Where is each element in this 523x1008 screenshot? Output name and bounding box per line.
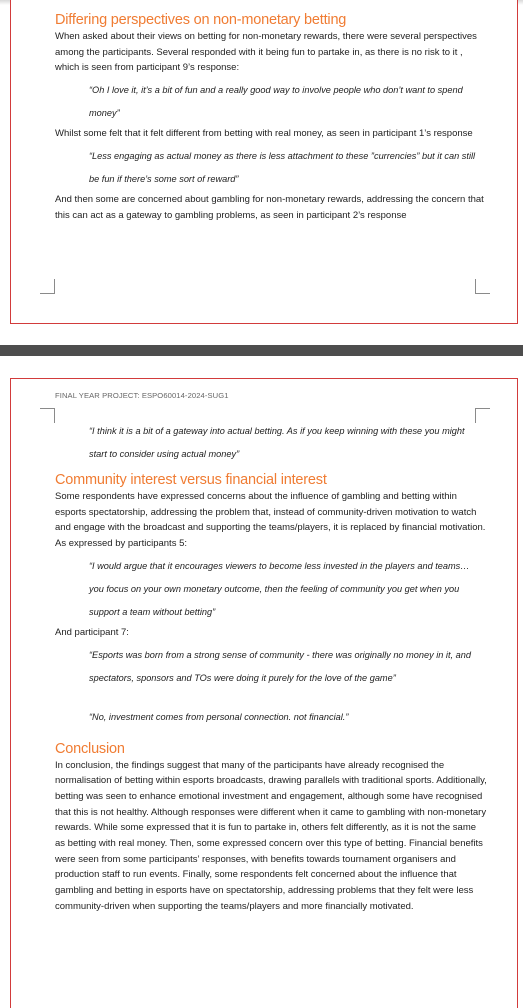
quote: “Esports was born from a strong sense of community - there was originally no money in it, and spectators, sponsors and TOs were doing it purely for the love of the game” — [89, 649, 471, 683]
quote: “I think it is a bit of a gateway into actual betting. As if you keep winning with these you might start to consider using actual money” — [89, 426, 465, 459]
paragraph: Whilst some felt that it felt different from betting with real money, as seen in participant 1’s response — [55, 128, 473, 140]
quote: “I would argue that it encourages viewers to become less invested in the players and teams…you focus on your own monetary outcome, then the feeling of community you get when you support a team without betting” — [89, 560, 470, 617]
paragraph: In conclusion, the findings suggest that many of the participants have already recognised the normalisation of betting within esports broadcasts, drawing parallels with traditional sports. Additionally, betting was seen to enhance emotional investment and engagement, although some have recognised that this is not healthy. Although responses were different when it came to gambling with non-monetary rewards. While some expressed that it is fun to partake in, others felt differently, as it is not the same as betting with real money. Then, some expressed concern over this type of betting. Financial benefits were seen from some participants’ responses, with benefits towards tournament organisers and production staff to run events. Finally, some respondents felt concerned about the influence that gambling and betting in esports have on spectatorship, addressing problems that they felt were less community-driven when supporting the teams/players and more financially motivated. — [55, 759, 487, 912]
section-heading-non-monetary: Differing perspectives on non-monetary betting — [55, 12, 347, 28]
document-page-2 — [10, 378, 518, 1008]
quote: “No, investment comes from personal connection. not financial.” — [89, 711, 349, 722]
page-1-content — [55, 11, 487, 223]
margin-corner-mark — [40, 279, 55, 294]
margin-corner-mark — [475, 279, 490, 294]
paragraph: When asked about their views on betting for non-monetary rewards, there were several perspectives among the participants. Several responded with it being fun to partake in, as there is no risk to it , which is seen from participant 9’s response: — [55, 31, 477, 74]
margin-corner-mark — [40, 408, 55, 423]
page-header: FINAL YEAR PROJECT: ESPO60014-2024-SUG1 — [55, 391, 229, 400]
page-gap — [0, 345, 523, 356]
page-2-content — [55, 420, 487, 915]
quote: “Less engaging as actual money as there is less attachment to these ”currencies” but it can still be fun if there’s some sort of reward” — [89, 150, 476, 184]
document-page-1 — [10, 0, 518, 324]
paragraph: And then some are concerned about gambling for non-monetary rewards, addressing the concern that this can act as a gateway to gambling problems, as seen in participant 2’s response — [55, 193, 484, 221]
section-heading-conclusion: Conclusion — [55, 740, 125, 757]
section-heading-community: Community interest versus financial interest — [55, 472, 327, 488]
paragraph: And participant 7: — [55, 626, 129, 638]
quote: “Oh I love it, it’s a bit of fun and a really good way to involve people who don’t want to spend money” — [89, 85, 463, 119]
paragraph: Some respondents have expressed concerns about the influence of gambling and betting within esports spectatorship, addressing the problem that, instead of community-driven motivation to watch and engage with the broadcast and supporting the teams/players, it is replaced by financial motivation. As expressed by participants 5: — [55, 491, 486, 550]
